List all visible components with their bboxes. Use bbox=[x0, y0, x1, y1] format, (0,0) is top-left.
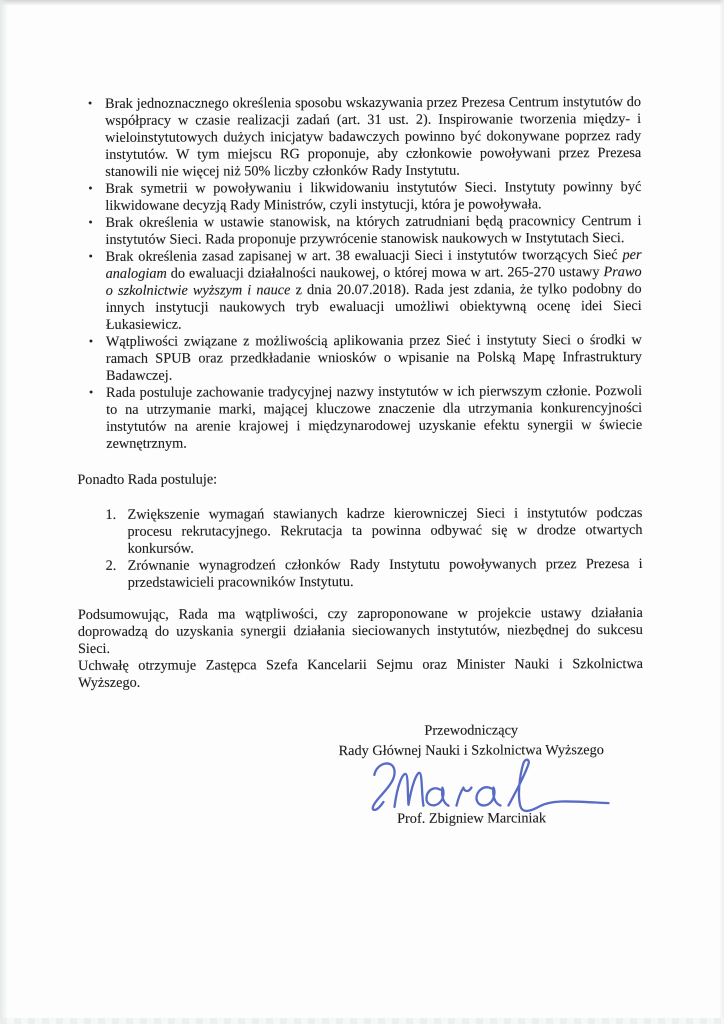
item-number: 2. bbox=[105, 557, 117, 574]
bullet-marker: • bbox=[88, 333, 94, 348]
bullet-item bbox=[77, 247, 642, 334]
bullet-text: Brak symetrii w powoływaniu i likwidowaniu instytutów Sieci. Instytuty powinny być likwidowane decyzją Rady Ministrów, czyli instytucji, która je powoływała. bbox=[105, 179, 642, 214]
bullet-marker: • bbox=[88, 248, 93, 263]
bullet-item bbox=[77, 383, 642, 453]
bullet-item bbox=[76, 179, 641, 215]
bullet-item bbox=[77, 332, 642, 385]
item-text: Zrównanie wynagrodzeń członków Rady Instytutu powoływanych przez Prezesa i przedstawicieli pracowników Instytutu. bbox=[127, 556, 643, 591]
signatory-organization: Rady Głównej Nauki i Szkolnictwa Wyższego bbox=[338, 742, 604, 760]
numbered-item bbox=[78, 556, 643, 592]
bullet-text: Brak określenia w ustawie stanowisk, na których zatrudniani będą pracownicy Centrum i instytutów Sieci. Rada proponuje przywrócenie stanowisk naukowych w Instytutach Sieci. bbox=[105, 213, 642, 248]
bullet-item bbox=[76, 94, 641, 181]
bullet-marker: • bbox=[88, 180, 93, 195]
bullet-text: Brak jednoznacznego określenia sposobu wskazywania przez Prezesa Centrum instytutów do współpracy w czasie realizacji zadań (art. 31 ust. 2). Inspirowanie tworzenia między- i wieloinstytutowych dużych inicjatyw badawczych powinno być dokonywane poprzez rady instytutów. W tym miejscu RG proponuje, aby członkowie powoływani przez Prezesa stanowili nie więcej niż 50% liczby członków Rady Instytutu. bbox=[105, 94, 642, 180]
scan-edge-bottom bbox=[0, 1018, 724, 1024]
handwritten-signature-icon bbox=[356, 754, 614, 817]
signatory-role: Przewodniczący bbox=[424, 722, 519, 739]
scan-edge-left bbox=[0, 0, 8, 1024]
scan-edge-top bbox=[0, 0, 724, 5]
issues-bullet-list bbox=[76, 94, 642, 453]
bullet-marker: • bbox=[89, 384, 94, 399]
bullet-item bbox=[76, 213, 641, 249]
signature-block bbox=[299, 720, 643, 828]
bullet-text: Rada postuluje zachowanie tradycyjnej nazwy instytutów w ich pierwszym członie. Pozwoli to na utrzymanie marki, mającej kluczowe znaczenie dla utrzymania konkurencyjności instytutów na arenie krajowej i międzynarodowej uzyskanie efektu synergii w świecie zewnętrznym. bbox=[106, 383, 643, 452]
bullet-marker: • bbox=[88, 214, 93, 229]
bullet-text: Wątpliwości związane z możliwością aplikowania przez Sieć i instytuty Sieci o środki w ramach SPUB oraz przedkładanie wniosków o wpisanie na Polską Mapę Infrastruktury Badawczej. bbox=[105, 332, 642, 384]
postulates-intro: Ponadto Rada postuluje: bbox=[77, 471, 218, 488]
item-text: Zwiększenie wymagań stawianych kadrze kierowniczej Sieci i instytutów podczas procesu rekrutacyjnego. Rekrutacja ta powinna odbywać się w drodze otwartych konkursów. bbox=[127, 505, 643, 557]
summary-paragraph: Podsumowując, Rada ma wątpliwości, czy zaproponowane w projekcie ustawy działania doprowadzą do uzyskania synergii działania sieciowanych instytutów, niezbędnej do sukcesu Sieci. bbox=[77, 605, 643, 657]
document-content bbox=[76, 94, 644, 829]
numbered-item bbox=[77, 505, 642, 558]
distribution-paragraph: Uchwałę otrzymuje Zastępca Szefa Kancelarii Sejmu oraz Minister Nauki i Szkolnictwa Wyższego. bbox=[77, 656, 644, 691]
item-number: 1. bbox=[105, 506, 117, 523]
bullet-marker: • bbox=[88, 95, 93, 110]
signature-stroke bbox=[373, 759, 609, 811]
scan-edge-right bbox=[719, 0, 724, 1024]
postulates-list bbox=[77, 505, 642, 592]
signatory-name: Prof. Zbigniew Marciniak bbox=[397, 810, 546, 827]
bullet-text: Brak określenia zasad zapisanej w art. 38 ewaluacji Sieci i instytutów tworzących Sieć per analogiam do ewaluacji działalności naukowej, o której mowa w art. 265-270 ustawy Prawo o szkolnictwie wyższym i nauce z dnia 20.07.2018). Rada jest zdania, że tylko podobny do innych instytucji naukowych tryb ewaluacji umożliwi obiektywną ocenę idei Sieci Łukasiewicz. bbox=[105, 247, 642, 333]
